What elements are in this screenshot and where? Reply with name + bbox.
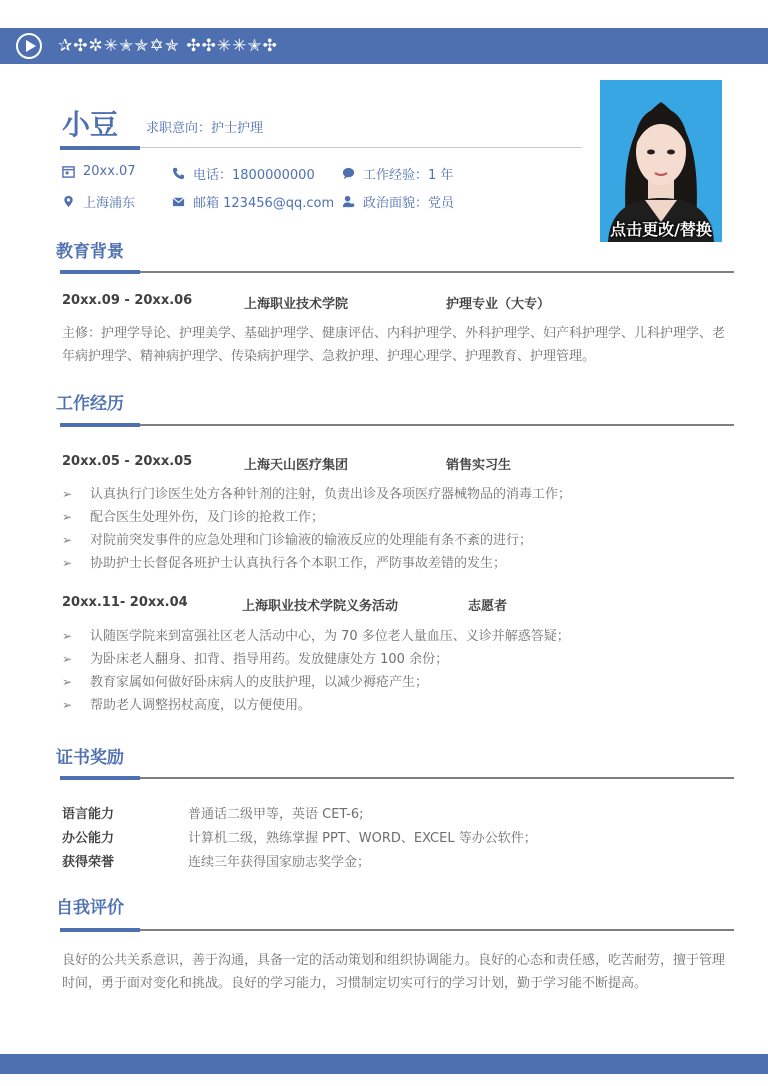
name-accent-bar xyxy=(60,146,140,150)
job-period: 20xx.11- 20xx.04 xyxy=(62,595,188,610)
bottom-banner xyxy=(0,1054,768,1074)
info-birth xyxy=(62,164,136,179)
cert-value: 计算机二级，熟练掌握 PPT、WORD、EXCEL 等办公软件； xyxy=(188,831,537,846)
section-divider xyxy=(140,424,734,426)
list-item: ➢ 对院前突发事件的应急处理和门诊输液的输液反应的处理能有条不紊的进行； xyxy=(62,529,730,552)
section-divider xyxy=(140,271,734,273)
education-major: 护理专业（大专） xyxy=(446,297,551,312)
list-item: ➢ 认随医学院来到富强社区老人活动中心，为 70 多位老人量血压、义诊并解惑答疑； xyxy=(62,625,730,648)
education-courses: 主修：护理学导论、护理美学、基础护理学、健康评估、内科护理学、外科护理学、妇产科护理学、儿科护理学、老年病护理学、精神病护理学、传染病护理学、急救护理、护理心理学、护理教育、护理管理。 xyxy=(62,326,726,364)
chat-bubble-icon xyxy=(342,167,355,180)
email-text: 邮箱 123456@qq.com xyxy=(193,196,335,211)
birth-text: 20xx.07 xyxy=(83,164,136,179)
info-experience xyxy=(342,164,453,183)
section-title-work: 工作经历 xyxy=(56,394,124,414)
candidate-name: 小豆 xyxy=(62,108,119,141)
calendar-icon xyxy=(62,165,75,178)
section-title-certificates: 证书奖励 xyxy=(56,748,124,768)
cert-label: 办公能力 xyxy=(62,831,115,846)
job-intent: 求职意向：护士护理 xyxy=(146,121,264,136)
section-accent-bar xyxy=(60,270,140,274)
self-eval-text: 良好的公共关系意识，善于沟通，具备一定的活动策划和组织协调能力。良好的心态和责任感，吃苦耐劳，擅于管理时间，勇于面对变化和挑战。良好的学习能力，习惯制定切实可行的学习计划，勤于学习能不断提高。 xyxy=(62,953,726,991)
profile-photo[interactable] xyxy=(600,80,722,242)
education-period: 20xx.09 - 20xx.06 xyxy=(62,293,193,308)
name-divider xyxy=(140,147,582,148)
section-title-education: 教育背景 xyxy=(56,242,124,262)
list-item: ➢ 协助护士长督促各班护士认真执行各个本职工作，严防事故差错的发生； xyxy=(62,552,730,575)
section-divider xyxy=(140,777,734,779)
banner-decoration: ✰✣✲✳✭✯✡✯ ✣✣✳✳✭✣ xyxy=(58,36,278,56)
list-item: ➢ 认真执行门诊医生处方各种针剂的注射，负责出诊及各项医疗器械物品的消毒工作； xyxy=(62,483,730,506)
phone-text: 电话：1800000000 xyxy=(193,168,315,183)
job-org: 上海天山医疗集团 xyxy=(244,458,349,473)
phone-icon xyxy=(172,167,185,180)
job-org: 上海职业技术学院义务活动 xyxy=(242,599,399,614)
section-title-self-eval: 自我评价 xyxy=(56,898,124,918)
list-item: ➢ 为卧床老人翻身、扣背、指导用药。发放健康处方 100 余份； xyxy=(62,648,730,671)
user-icon xyxy=(342,195,355,208)
job-role: 志愿者 xyxy=(468,599,508,614)
photo-caption[interactable]: 点击更改/替换 xyxy=(610,220,712,239)
list-item: ➢ 配合医生处理外伤，及门诊的抢救工作； xyxy=(62,506,730,529)
job-duties xyxy=(62,625,730,717)
info-location xyxy=(62,192,135,211)
job-duties xyxy=(62,483,730,575)
section-accent-bar xyxy=(60,776,140,780)
list-item: ➢ 帮助老人调整拐杖高度，以方便使用。 xyxy=(62,694,730,717)
section-accent-bar xyxy=(60,928,140,932)
cert-label: 获得荣誉 xyxy=(62,855,115,870)
cert-label: 语言能力 xyxy=(62,807,115,822)
section-divider xyxy=(140,929,734,931)
location-text: 上海浦东 xyxy=(83,196,136,211)
play-icon xyxy=(16,33,42,59)
info-email xyxy=(172,192,334,211)
job-role: 销售实习生 xyxy=(446,458,512,473)
list-item: ➢ 教育家属如何做好卧床病人的皮肤护理，以减少褥疮产生； xyxy=(62,671,730,694)
section-accent-bar xyxy=(60,423,140,427)
info-phone xyxy=(172,164,315,183)
location-pin-icon xyxy=(62,195,75,208)
mail-icon xyxy=(172,195,185,208)
experience-text: 工作经验：1 年 xyxy=(363,168,454,183)
education-school: 上海职业技术学院 xyxy=(244,297,349,312)
job-period: 20xx.05 - 20xx.05 xyxy=(62,454,193,469)
cert-value: 连续三年获得国家励志奖学金； xyxy=(188,855,371,870)
political-text: 政治面貌：党员 xyxy=(363,196,455,211)
info-political xyxy=(342,192,454,211)
top-banner xyxy=(0,28,768,64)
cert-value: 普通话二级甲等，英语 CET-6; xyxy=(188,807,364,822)
